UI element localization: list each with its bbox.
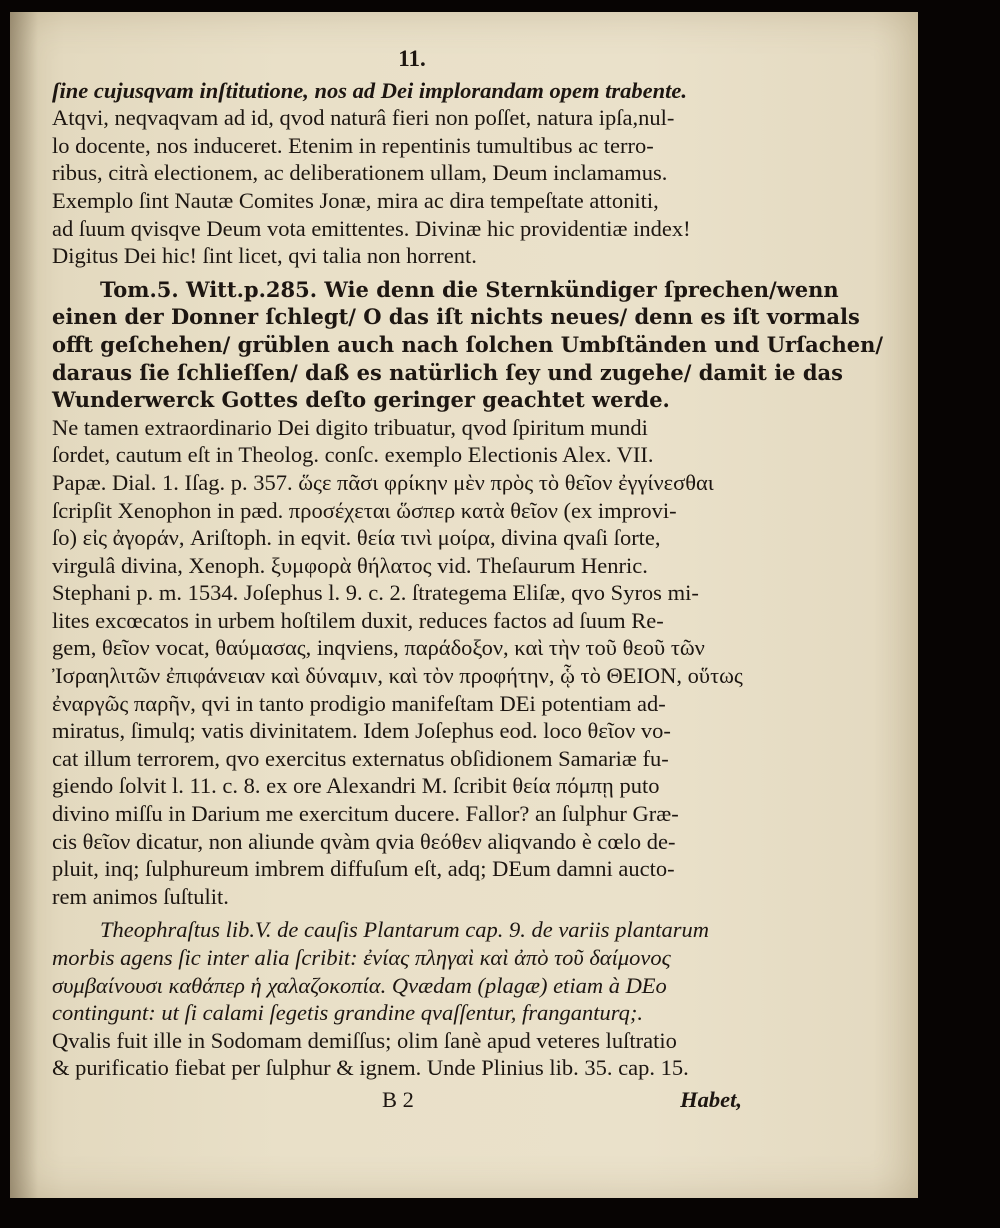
text-line: miratus, ſimulq; vatis divinitatem. Idem Joſephus eod. loco θεῖον vo- (52, 718, 671, 744)
text-line: ribus, citrà electionem, ac deliberationem ullam, Deum inclamamus. (52, 160, 668, 186)
text-line: ſo) εἰς ἀγοράν, Ariſtoph. in eqvit. θεία τινὶ μοίρα, divina qvaſi ſorte, (52, 525, 661, 551)
text-line: gem, θεῖον vocat, θαύμασας, inqviens, παράδοξον, καὶ τὴν τοῦ θεοῦ τῶν (52, 635, 705, 661)
text-line: ἐναργῶς παρῆν, qvi in tanto prodigio manifeſtam DEi potentiam ad- (52, 690, 666, 716)
page-number: 11. (398, 46, 426, 71)
catchword: Habet, (680, 1086, 742, 1112)
text-line: Tom.5. Witt.p.285. Wie denn die Sternkündiger ſprechen/wenn (100, 276, 839, 302)
text-line: offt geſchehen/ grüblen auch nach ſolchen Umbſtänden und Urſachen/ (52, 331, 884, 357)
text-line: Stephani p. m. 1534. Joſephus l. 9. c. 2. ſtrategema Eliſæ, qvo Syros mi- (52, 580, 699, 606)
text-line: lo docente, nos induceret. Etenim in repentinis tumultibus ac terro- (52, 132, 654, 158)
text-line: virgulâ divina, Xenoph. ξυμφορὰ θήλατος vid. Theſaurum Henric. (52, 552, 648, 578)
page-footer (52, 1086, 772, 1114)
text-line: Digitus Dei hic! ſint licet, qvi talia non horrent. (52, 243, 477, 269)
text-line: daraus ſie ſchlieſſen/ daß es natürlich ſey und zugehe/ damit ie das (52, 359, 843, 385)
text-line: ſcripſit Xenophon in pæd. προσέχεται ὥσπερ κατὰ θεῖον (ex improvi- (52, 497, 677, 523)
page-gutter-shadow (10, 12, 38, 1198)
text-line: giendo ſolvit l. 11. c. 8. ex ore Alexandri M. ſcribit θεία πόμπῃ puto (52, 773, 660, 799)
text-line: ad ſuum qvisqve Deum vota emittentes. Divinæ hic providentiæ index! (52, 215, 691, 241)
text-line: Exemplo ſint Nautæ Comites Jonæ, mira ac dira tempeſtate attoniti, (52, 187, 659, 213)
text-line: cis θεῖον dicatur, non aliunde qvàm qvia θεόθεν aliqvando è cœlo de- (52, 828, 676, 854)
page-text (52, 45, 884, 1114)
text-line: Qvalis fuit ille in Sodomam demiſſus; olim ſanè apud veteres luſtratio (52, 1027, 677, 1053)
text-lines (52, 77, 884, 1082)
text-line: pluit, inq; ſulphureum imbrem diffuſum eſt, adq; DEum damni aucto- (52, 856, 675, 882)
text-line: contingunt: ut ſi calami ſegetis grandine qvaſſentur, franganturq;. (52, 1000, 643, 1026)
text-line: Atqvi, neqvaqvam ad id, qvod naturâ fieri non poſſet, natura ipſa,nul- (52, 105, 675, 131)
text-line: cat illum terrorem, qvo exercitus externatus obſidionem Samariæ fu- (52, 745, 669, 771)
text-line: rem animos ſuſtulit. (52, 883, 229, 909)
signature-mark: B 2 (382, 1086, 414, 1112)
text-line: Wunderwerck Gottes deſto geringer geachtet werde. (52, 387, 670, 413)
text-line: συμβαίνουσι καθάπερ ἡ χαλαζοκοπία. Qvædam (plagæ) etiam à DEo (52, 972, 667, 998)
text-line: ſordet, cautum eſt in Theolog. conſc. exemplo Electionis Alex. VII. (52, 442, 654, 468)
text-line: lites excœcatos in urbem hoſtilem duxit, reduces factos ad ſuum Re- (52, 607, 664, 633)
text-line: ſine cujusqvam inſtitutione, nos ad Dei implorandam opem trabente. (52, 77, 688, 103)
text-line: Ἰσραηλιτῶν ἐπιφάνειαν καὶ δύναμιν, καὶ τὸν προφήτην, ᾧ τὸ ΘΕΙΟΝ, οὕτως (52, 663, 743, 689)
text-line: Theophraſtus lib.V. de cauſis Plantarum cap. 9. de variis plantarum (100, 917, 709, 943)
text-line: Ne tamen extraordinario Dei digito tribuatur, qvod ſpiritum mundi (52, 414, 648, 440)
text-line: & purificatio fiebat per ſulphur & ignem. Unde Plinius lib. 35. cap. 15. (52, 1055, 689, 1081)
text-line: einen der Donner ſchlegt/ O das iſt nichts neues/ denn es iſt vormals (52, 304, 860, 330)
text-line: divino miſſu in Darium me exercitum ducere. Fallor? an ſulphur Græ- (52, 801, 679, 827)
text-line: Papæ. Dial. 1. Iſag. p. 357. ὥςε πᾶσι φρίκην μὲν πρὸς τὸ θεῖον ἐγγίνεσθαι (52, 469, 714, 495)
text-line: morbis agens ſic inter alia ſcribit: ἐνίας πληγαὶ καὶ ἀπὸ τοῦ δαίμονος (52, 945, 671, 970)
